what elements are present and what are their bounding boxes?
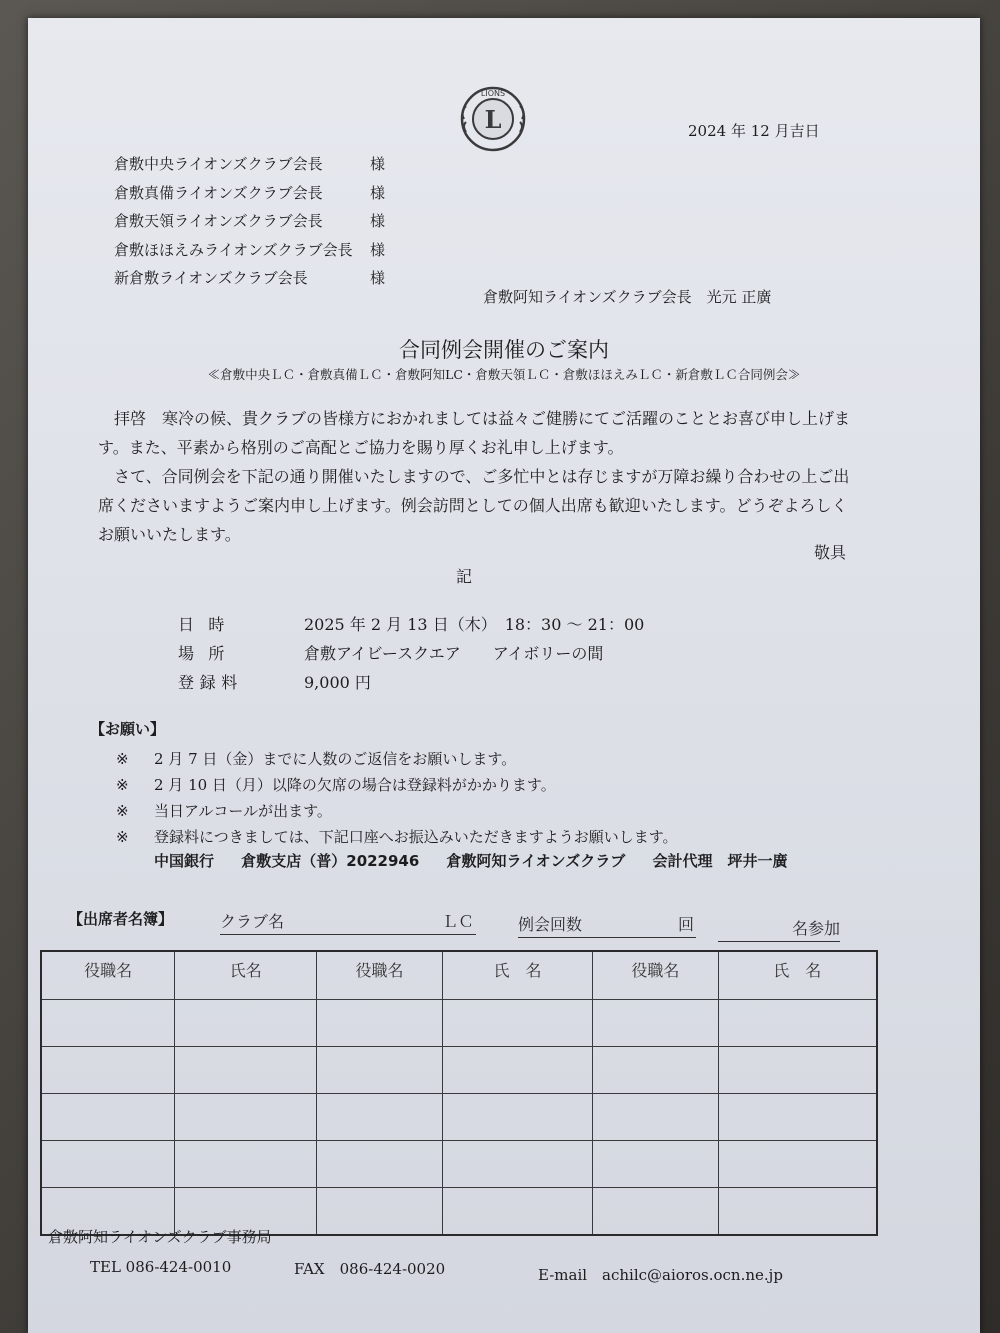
request-text: 当日アルコールが出ます。: [154, 802, 332, 820]
letter-paper: [28, 18, 980, 1333]
office-name: 倉敷阿知ライオンズクラブ事務局: [48, 1228, 272, 1246]
roster-cell[interactable]: [593, 1046, 718, 1093]
roster-cell[interactable]: [442, 1046, 592, 1093]
request-text: 2 月 10 日（月）以降の欠席の場合は登録料がかかります。: [154, 776, 556, 794]
lions-club-logo: [458, 84, 528, 154]
request-text: 2 月 7 日（金）までに人数のご返信をお願いします。: [154, 750, 517, 768]
roster-cell[interactable]: [41, 1046, 175, 1093]
office-email: E-mail achilc@aioros.ocn.ne.jp: [538, 1266, 783, 1284]
roster-row: [41, 1093, 877, 1140]
roster-cell[interactable]: [718, 1046, 877, 1093]
roster-cell[interactable]: [593, 1093, 718, 1140]
request-text: 登録料につきましては、下記口座へお振込みいただきますようお願いします。: [154, 828, 678, 846]
body-text: [98, 404, 858, 549]
roster-cell[interactable]: [317, 1000, 442, 1047]
roster-col-name: 氏名: [175, 951, 317, 1000]
recipient-list: [114, 150, 385, 293]
club-suffix: ＬＣ: [442, 912, 475, 931]
participants-field[interactable]: [718, 916, 840, 942]
closing-phrase: 敬具: [814, 543, 847, 562]
roster-col-title: 役職名: [593, 951, 718, 1000]
recipient-name: 倉敷中央ライオンズクラブ会長: [114, 155, 323, 173]
recipient-name: 倉敷天領ライオンズクラブ会長: [114, 212, 323, 230]
request-mark: ※: [116, 750, 129, 768]
roster-cell[interactable]: [442, 1000, 592, 1047]
detail-row-venue: [178, 639, 644, 668]
roster-cell[interactable]: [175, 1000, 317, 1047]
recipient-row: [114, 264, 385, 293]
logo-text: LIONS: [480, 89, 506, 98]
bank-account-info: [154, 850, 809, 871]
roster-cell[interactable]: [317, 1046, 442, 1093]
roster-cell[interactable]: [718, 1140, 877, 1187]
recipient-row: [114, 236, 385, 265]
recipient-honorific: 様: [370, 155, 386, 173]
roster-cell[interactable]: [175, 1093, 317, 1140]
club-name-label: クラブ名: [220, 912, 285, 931]
roster-cell[interactable]: [442, 1140, 592, 1187]
roster-cell[interactable]: [718, 1187, 877, 1235]
detail-label: 日時: [178, 615, 239, 634]
detail-label: 場所: [178, 644, 239, 663]
roster-cell[interactable]: [175, 1140, 317, 1187]
attendee-roster-table: [40, 950, 878, 1236]
meeting-count-field[interactable]: [518, 912, 696, 938]
recipient-honorific: 様: [370, 212, 386, 230]
roster-cell[interactable]: [317, 1140, 442, 1187]
meeting-count-suffix: 回: [678, 915, 695, 934]
detail-value: 2025 年 2 月 13 日（木） 18：30 〜 21：00: [304, 615, 645, 634]
roster-row: [41, 1000, 877, 1047]
recipient-row: [114, 179, 385, 208]
roster-cell[interactable]: [442, 1093, 592, 1140]
roster-row: [41, 1140, 877, 1187]
roster-cell[interactable]: [41, 1093, 175, 1140]
recipient-honorific: 様: [370, 269, 386, 287]
recipient-row: [114, 150, 385, 179]
meeting-count-label: 例会回数: [518, 915, 583, 934]
recipient-name: 新倉敷ライオンズクラブ会長: [114, 269, 308, 287]
roster-cell[interactable]: [593, 1000, 718, 1047]
roster-header-row: [41, 951, 877, 1000]
request-item: [116, 798, 678, 824]
bank-agent: 会計代理 坪井一廣: [652, 852, 788, 870]
roster-cell[interactable]: [317, 1093, 442, 1140]
detail-value: 9,000 円: [304, 673, 371, 692]
roster-body: [41, 1000, 877, 1236]
office-tel: TEL 086-424-0010: [90, 1258, 232, 1276]
roster-cell[interactable]: [593, 1140, 718, 1187]
document-title: 合同例会開催のご案内: [399, 338, 609, 362]
detail-row-datetime: [178, 610, 644, 639]
roster-heading: 【出席者名簿】: [68, 910, 174, 928]
requests-list: [116, 746, 678, 850]
body-paragraph: さて、合同例会を下記の通り開催いたしますので、ご多忙中とは存じますが万障お繰り合わせの上ご出席くださいますようご案内申し上げます。例会訪問としての個人出席も歓迎いたします。どうぞよろしくお願いいたします。: [98, 467, 850, 544]
roster-cell[interactable]: [41, 1140, 175, 1187]
roster-col-name: 氏 名: [442, 951, 592, 1000]
roster-cell[interactable]: [175, 1046, 317, 1093]
event-details: [178, 610, 644, 697]
request-item: [116, 746, 678, 772]
office-fax: FAX 086-424-0020: [294, 1260, 446, 1278]
ki-heading: 記: [456, 567, 473, 586]
participants-label: 名参加: [791, 919, 840, 938]
roster-col-title: 役職名: [317, 951, 442, 1000]
roster-cell[interactable]: [718, 1000, 877, 1047]
detail-label: 登録料: [178, 673, 243, 692]
roster-cell[interactable]: [442, 1187, 592, 1235]
bank-branch: 倉敷支店（普）2022946: [241, 852, 420, 870]
bank-account-holder: 倉敷阿知ライオンズクラブ: [446, 852, 626, 870]
roster-cell[interactable]: [593, 1187, 718, 1235]
logo-letter: L: [484, 105, 502, 134]
request-mark: ※: [116, 776, 129, 794]
recipient-row: [114, 207, 385, 236]
letter-date: 2024 年 12 月吉日: [688, 122, 820, 140]
roster-cell[interactable]: [41, 1000, 175, 1047]
roster-cell[interactable]: [317, 1187, 442, 1235]
request-item: [116, 824, 678, 850]
roster-col-title: 役職名: [41, 951, 175, 1000]
request-item: [116, 772, 678, 798]
request-mark: ※: [116, 828, 129, 846]
recipient-honorific: 様: [370, 183, 386, 202]
recipient-name: 倉敷真備ライオンズクラブ会長: [114, 183, 323, 202]
roster-col-name: 氏 名: [718, 951, 877, 1000]
detail-value: 倉敷アイビースクエア アイボリーの間: [304, 644, 604, 663]
roster-cell[interactable]: [718, 1093, 877, 1140]
recipient-honorific: 様: [370, 240, 386, 259]
document-subtitle: ≪倉敷中央ＬＣ・倉敷真備ＬＣ・倉敷阿知LC・倉敷天領ＬＣ・倉敷ほほえみＬＣ・新倉敷ＬＣ合同例会≫: [207, 367, 801, 382]
sender-name: 倉敷阿知ライオンズクラブ会長 光元 正廣: [483, 288, 772, 306]
bank-name: 中国銀行: [154, 852, 215, 870]
roster-row: [41, 1046, 877, 1093]
request-mark: ※: [116, 802, 129, 820]
detail-row-fee: [178, 668, 644, 697]
body-paragraph: 拝啓 寒冷の候、貴クラブの皆様方におかれましては益々ご健勝にてご活躍のこととお喜び申し上げます。また、平素から格別のご高配とご協力を賜り厚くお礼申し上げます。: [98, 409, 851, 457]
recipient-name: 倉敷ほほえみライオンズクラブ会長: [114, 240, 353, 259]
requests-heading: 【お願い】: [90, 720, 166, 738]
club-name-field[interactable]: [220, 909, 476, 935]
